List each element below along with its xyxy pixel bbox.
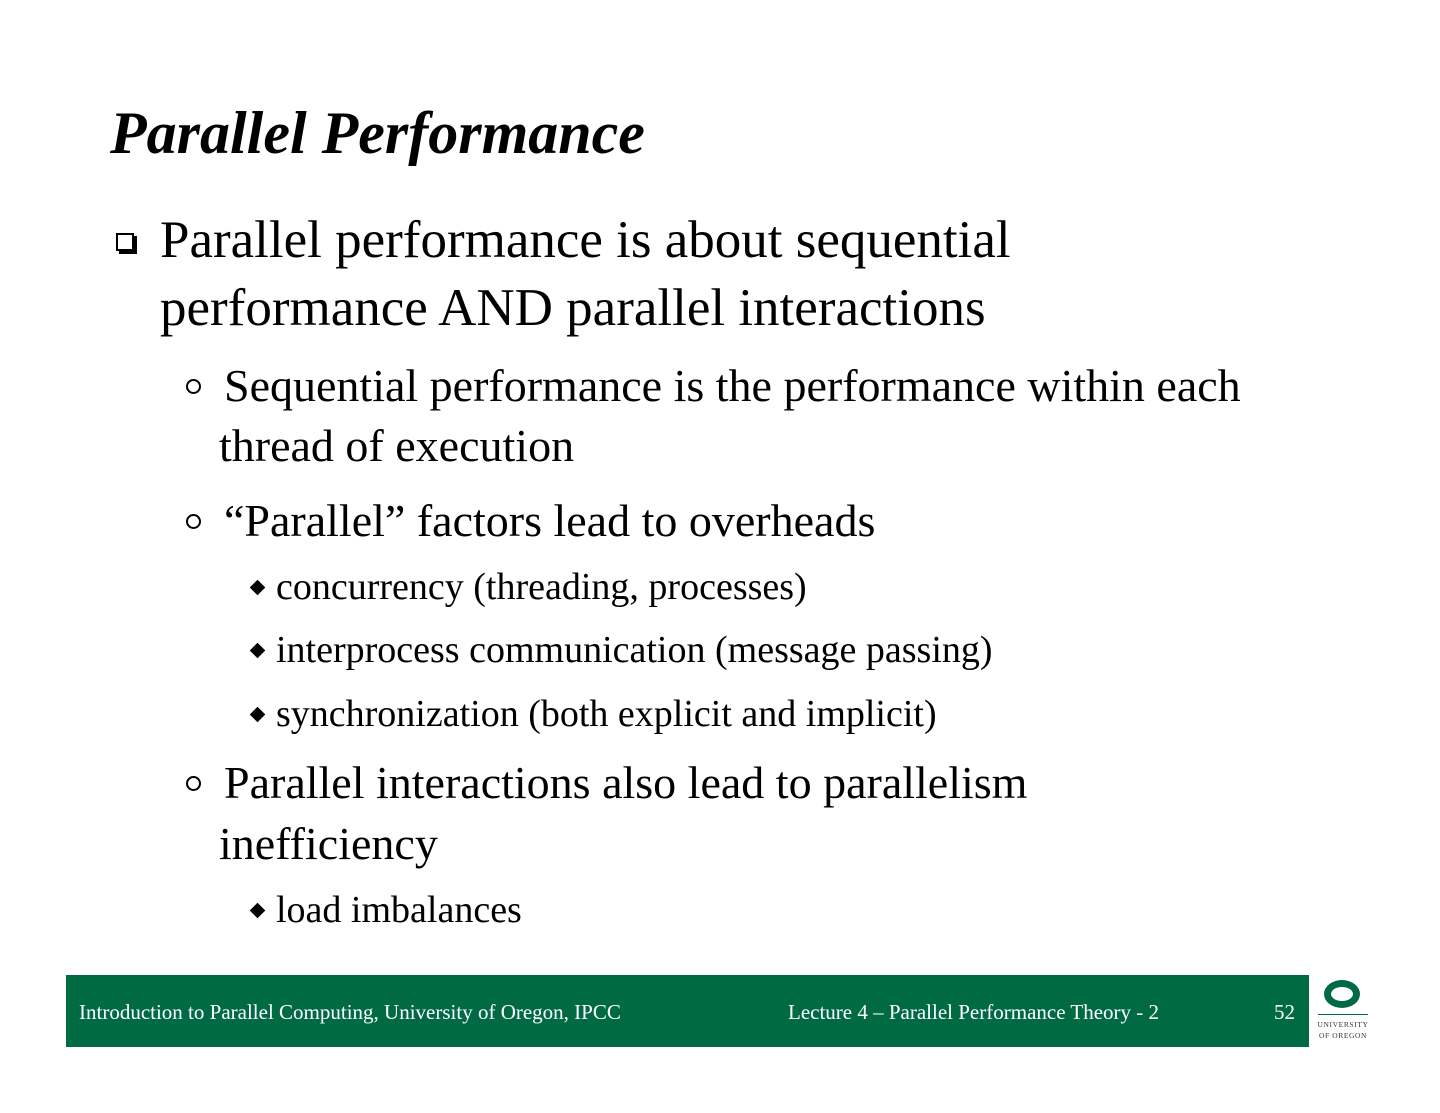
diamond-bullet-icon	[250, 903, 266, 919]
logo-line-1: UNIVERSITY	[1317, 1020, 1369, 1029]
bullet-1-line-1: Parallel performance is about sequential	[160, 211, 1011, 269]
sub-sub-bullet-1: concurrency (threading, processes)	[276, 566, 807, 608]
sub-bullet-1-line-2: thread of execution	[219, 420, 575, 471]
page-number: 52	[1274, 1000, 1295, 1024]
oregon-o-icon	[1324, 980, 1360, 1008]
sub-bullet-3-line-2: inefficiency	[219, 818, 438, 869]
circle-bullet-icon	[186, 514, 201, 529]
sub-bullet-3-line-1: Parallel interactions also lead to parallelism	[224, 757, 1028, 808]
diamond-bullet-icon	[250, 580, 266, 596]
footer-course-title: Introduction to Parallel Computing, University of Oregon, IPCC	[79, 1000, 621, 1024]
sub-sub-bullet-4: load imbalances	[276, 889, 522, 931]
sub-bullet-1-line-1: Sequential performance is the performance within each	[224, 360, 1241, 411]
bullet-1-line-2: performance AND parallel interactions	[160, 279, 986, 337]
footer-lecture-title: Lecture 4 – Parallel Performance Theory - 2	[788, 1000, 1160, 1024]
logo-line-2: OF OREGON	[1318, 1031, 1368, 1040]
circle-bullet-icon	[186, 776, 201, 791]
logo-divider	[1318, 1014, 1368, 1015]
university-of-oregon-logo	[1312, 975, 1376, 1047]
slide-title: Parallel Performance	[110, 100, 645, 166]
sub-sub-bullet-2: interprocess communication (message passing)	[276, 629, 993, 671]
square-bullet-icon	[116, 233, 134, 251]
logo-wordmark	[1312, 1019, 1374, 1041]
footer-bar	[66, 975, 1309, 1047]
circle-bullet-icon	[186, 379, 201, 394]
diamond-bullet-icon	[250, 707, 266, 723]
sub-sub-bullet-3: synchronization (both explicit and implicit)	[276, 693, 937, 735]
sub-bullet-2-line-1: “Parallel” factors lead to overheads	[224, 495, 876, 546]
diamond-bullet-icon	[250, 643, 266, 659]
